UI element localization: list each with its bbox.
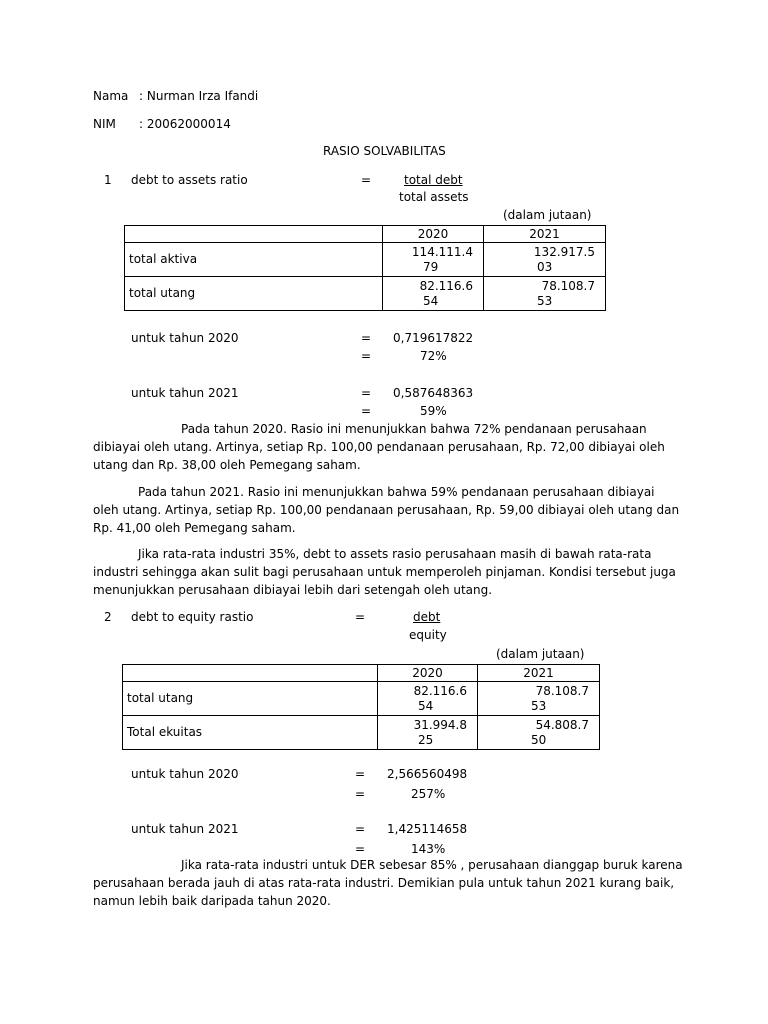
section-1-equals: = <box>361 173 372 187</box>
cell-2020 <box>383 277 484 311</box>
analysis-paragraph: Jika rata-rata industri 35%, debt to assets rasio perusahaan masih di bawah rata-rata industri sehingga akan sulit bagi perusahaan untuk memperoleh pinjaman. Kondisi tersebut juga menunjukkan perusahaan dibiayai lebih dari setengah oleh utang. <box>93 547 676 597</box>
result-value: 2,566560498 <box>387 767 468 781</box>
result-percent: 143% <box>411 842 446 856</box>
cell-value-part: 54 <box>423 293 439 308</box>
result-equals: = <box>361 331 372 345</box>
cell-2021 <box>484 277 606 311</box>
cell-value-part: 25 <box>418 732 434 747</box>
section-2-equals: = <box>355 610 366 624</box>
cell-2021 <box>478 716 600 750</box>
section-2-numerator: debt <box>413 610 441 624</box>
cell-value-part: 82.116.6 <box>419 278 473 293</box>
cell-value-part: 31.994.8 <box>413 717 467 732</box>
section-2-number: 2 <box>104 610 112 624</box>
section-1-label: debt to assets ratio <box>131 173 248 187</box>
section-1-table <box>124 225 606 311</box>
nim-label: NIM <box>93 117 116 131</box>
section-1-number: 1 <box>104 173 112 187</box>
result-value: 0,719617822 <box>393 331 474 345</box>
result-value: 0,587648363 <box>393 386 474 400</box>
cell-value-part: 54.808.7 <box>535 717 589 732</box>
table-header-year: 2021 <box>478 665 600 682</box>
table-row <box>123 682 600 716</box>
row-label: total utang <box>125 277 383 311</box>
result-percent: 59% <box>420 404 447 418</box>
row-label: Total ekuitas <box>123 716 378 750</box>
table-row <box>125 277 606 311</box>
cell-2021 <box>484 243 606 277</box>
table-row <box>123 716 600 750</box>
result-equals: = <box>361 404 372 418</box>
cell-value-part: 132.917.5 <box>533 244 595 259</box>
section-2-unit-note: (dalam jutaan) <box>496 647 585 661</box>
cell-value-part: 54 <box>418 698 434 713</box>
section-1-unit-note: (dalam jutaan) <box>503 208 592 222</box>
cell-2020 <box>378 716 478 750</box>
cell-value-part: 79 <box>423 259 439 274</box>
nama-value: : Nurman Irza Ifandi <box>139 89 259 103</box>
result-percent: 72% <box>420 349 447 363</box>
cell-value-part: 03 <box>537 259 553 274</box>
cell-value-part: 53 <box>531 698 547 713</box>
result-label: untuk tahun 2020 <box>131 767 239 781</box>
section-2-denominator: equity <box>409 628 447 642</box>
section-2-label: debt to equity rastio <box>131 610 254 624</box>
section-2-table <box>122 664 600 750</box>
result-equals: = <box>355 767 366 781</box>
cell-value-part: 78.108.7 <box>535 683 589 698</box>
nim-value: : 20062000014 <box>139 117 231 131</box>
cell-2020 <box>383 243 484 277</box>
table-header-year: 2021 <box>484 226 606 243</box>
analysis-paragraph: Pada tahun 2021. Rasio ini menunjukkan bahwa 59% pendanaan perusahaan dibiayai oleh utang. Artinya, setiap Rp. 100,00 pendanaan perusahaan, Rp. 59,00 dibiayai oleh utang dan Rp. 41,00 oleh Pemegang saham. <box>93 485 680 535</box>
analysis-paragraph: Pada tahun 2020. Rasio ini menunjukkan bahwa 72% pendanaan perusahaan dibiayai oleh utang. Artinya, setiap Rp. 100,00 pendanaan perusahaan, Rp. 72,00 dibiayai oleh utang dan Rp. 38,00 oleh Pemegang saham. <box>93 422 665 472</box>
page-title: RASIO SOLVABILITAS <box>323 144 446 158</box>
result-equals: = <box>361 386 372 400</box>
result-percent: 257% <box>411 787 446 801</box>
table-header-year: 2020 <box>378 665 478 682</box>
result-equals: = <box>355 787 366 801</box>
result-label: untuk tahun 2021 <box>131 822 239 836</box>
row-label: total aktiva <box>125 243 383 277</box>
result-equals: = <box>355 822 366 836</box>
cell-2021 <box>478 682 600 716</box>
cell-value-part: 53 <box>537 293 553 308</box>
cell-value-part: 50 <box>531 732 547 747</box>
section-1-numerator: total debt <box>404 173 463 187</box>
section-1-denominator: total assets <box>399 190 469 204</box>
cell-value-part: 82.116.6 <box>413 683 467 698</box>
cell-value-part: 78.108.7 <box>541 278 595 293</box>
row-label: total utang <box>123 682 378 716</box>
cell-value-part: 114.111.4 <box>411 244 473 259</box>
result-equals: = <box>355 842 366 856</box>
result-equals: = <box>361 349 372 363</box>
cell-2020 <box>378 682 478 716</box>
result-label: untuk tahun 2021 <box>131 386 239 400</box>
result-value: 1,425114658 <box>387 822 468 836</box>
table-header-empty <box>123 665 378 682</box>
nama-label: Nama <box>93 89 129 103</box>
result-label: untuk tahun 2020 <box>131 331 239 345</box>
table-header-empty <box>125 226 383 243</box>
analysis-paragraph: Jika rata-rata industri untuk DER sebesar 85% , perusahaan dianggap buruk karena perusahaan berada jauh di atas rata-rata industri. Demikian pula untuk tahun 2021 kurang baik, namun lebih baik daripada tahun 2020. <box>93 858 683 908</box>
table-header-year: 2020 <box>383 226 484 243</box>
table-row <box>125 243 606 277</box>
